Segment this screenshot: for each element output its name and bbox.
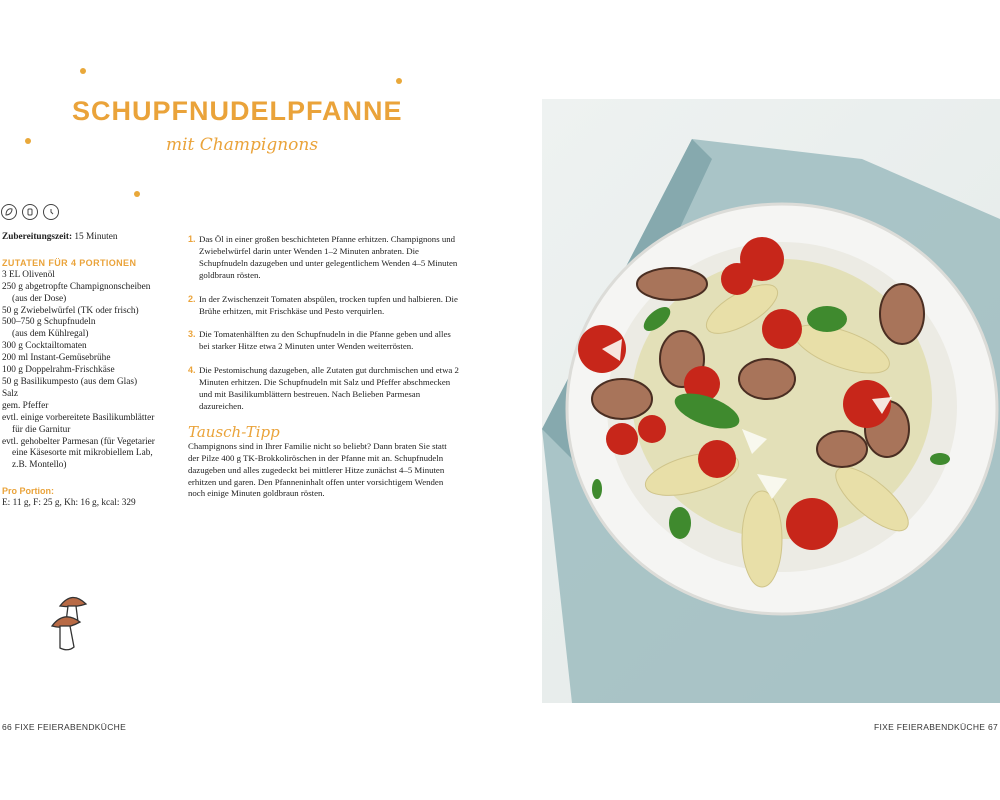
step-number: 4.	[188, 365, 196, 376]
ingredient-line: 300 g Cocktailtomaten	[2, 341, 87, 352]
tip-text: Champignons sind in Ihrer Familie nicht so beliebt? Dann braten Sie statt der Pilze 400 g TK-Brokkoliröschen in der Pfanne mit an. Schupfnudeln dazugeben und alles zugedeckt bei mittlerer Hitze zunächst 4–5 Minuten erhitzen und garen. Den Pfanneninhalt offen unter vorsichtigem Wenden noch einige Minuten goldbraun rösten.	[188, 440, 447, 499]
ingredient-line: evtl. gehobelter Parmesan (für Vegetarier	[2, 436, 155, 447]
ingredient-line: 100 g Doppelrahm-Frischkäse	[2, 365, 115, 376]
step	[188, 365, 460, 413]
ingredient-line: 50 g Basilikumpesto (aus dem Glas)	[2, 376, 138, 387]
step-number: 1.	[188, 234, 196, 244]
footer-right: FIXE FEIERABENDKÜCHE 67	[873, 722, 998, 732]
decor-dot	[25, 138, 31, 144]
step	[188, 294, 460, 318]
ingredient-line: eine Käsesorte mit mikrobiellem Lab,	[12, 448, 153, 459]
step	[188, 329, 460, 353]
ingredients-column	[2, 232, 182, 510]
portion-header: Pro Portion:	[2, 486, 54, 497]
recipe-icons	[1, 204, 59, 220]
ingredient-line: (aus dem Kühlregal)	[12, 329, 89, 340]
ingredient-line: 500–750 g Schupfnudeln	[2, 317, 96, 328]
decor-dot	[80, 68, 86, 74]
ingredient-line: 50 g Zwiebelwürfel (TK oder frisch)	[2, 305, 139, 316]
ingredient-line: z.B. Montello)	[12, 460, 67, 471]
dish-photo	[542, 99, 1000, 703]
recipe-subtitle: mit Champignons	[166, 135, 319, 155]
clock-icon	[43, 204, 59, 220]
step-text: Die Tomatenhälften zu den Schupfnudeln in die Pfanne geben und alles bei starker Hitze etwa 2 Minuten unter Wenden weiterrösten.	[199, 329, 451, 352]
ingredient-line: evtl. einige vorbereitete Basilikumblätter	[2, 412, 155, 423]
step-text: Das Öl in einer großen beschichteten Pfanne erhitzen. Champignons und Zwiebelwürfel darin unter Wenden 1–2 Minuten anbraten. Die Schupfnudeln dazugeben und unter gelegentlichem Wenden 4–5 Minuten goldbraun rösten.	[199, 234, 458, 280]
prep-label: Zubereitungszeit:	[2, 232, 73, 242]
step-text: Die Pestomischung dazugeben, alle Zutaten gut durchmischen und etwa 2 Minuten erhitzen. Die Schupfnudeln mit Salz und Pfeffer abschmecken und mit Basilikumblättern bestreuen. Nach Belieben Parmesan dazureichen.	[199, 365, 459, 411]
mushroom-icon	[50, 592, 92, 659]
step-number: 3.	[188, 329, 196, 340]
ingredient-line: 200 ml Instant-Gemüsebrühe	[2, 353, 111, 364]
jar-icon	[22, 204, 38, 220]
ingredient-line: gem. Pfeffer	[2, 400, 49, 411]
ingredient-line: (aus der Dose)	[12, 293, 67, 304]
footer-left: 66 FIXE FEIERABENDKÜCHE	[2, 722, 127, 732]
prep-value: 15 Minuten	[74, 232, 118, 242]
decor-dot	[134, 191, 140, 197]
ingredient-line: 250 g abgetropfte Champignonscheiben	[2, 281, 151, 292]
ingredient-line: für die Garnitur	[12, 424, 71, 435]
prep-time	[2, 232, 182, 244]
ingredient-line: 3 EL Olivenöl	[2, 269, 55, 280]
ingredients-header: ZUTATEN FÜR 4 PORTIONEN	[2, 257, 137, 268]
step-text: In der Zwischenzeit Tomaten abspülen, trocken tupfen und halbieren. Die Brühe erhitzen, mit Frischkäse und Pesto verquirlen.	[199, 293, 458, 316]
leaf-icon	[1, 204, 17, 220]
step-number: 2.	[188, 293, 196, 304]
decor-dot	[396, 78, 402, 84]
portion-value: E: 11 g, F: 25 g, Kh: 16 g, kcal: 329	[2, 498, 136, 509]
step	[188, 234, 460, 282]
instructions-column	[188, 234, 460, 500]
recipe-title: SCHUPFNUDELPFANNE	[72, 96, 403, 126]
tip-title: Tausch-Tipp	[188, 422, 280, 441]
ingredient-line: Salz	[2, 388, 19, 399]
